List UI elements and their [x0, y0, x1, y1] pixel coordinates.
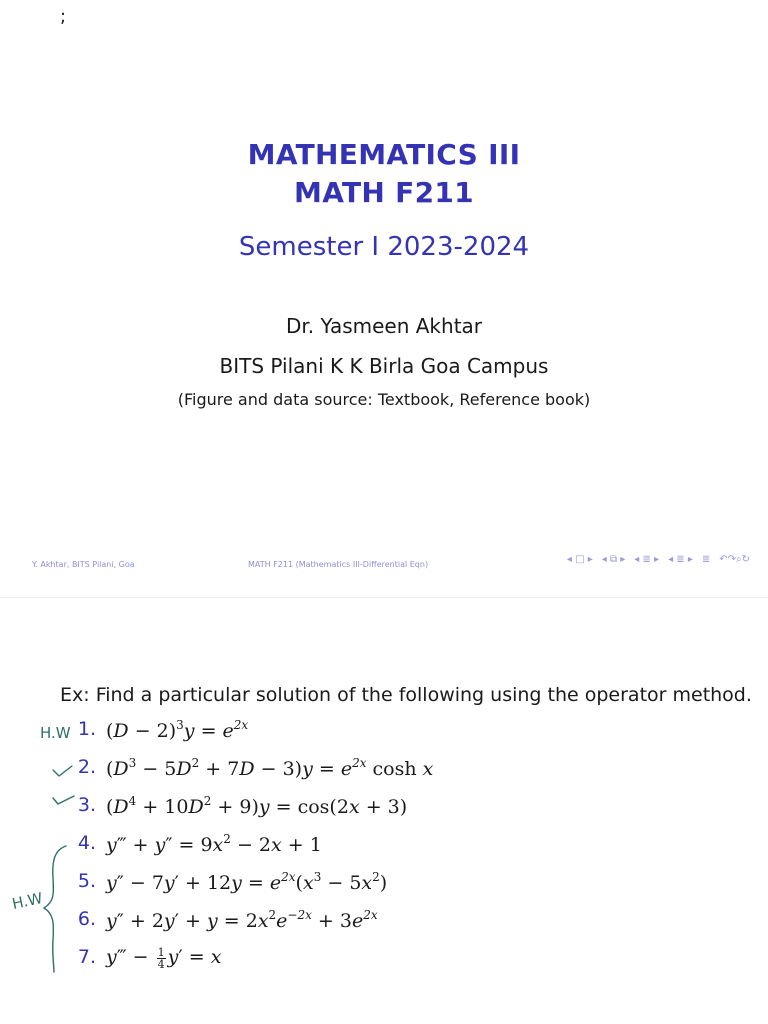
exercise-prompt: Ex: Find a particular solution of the following using the operator method.: [60, 684, 752, 706]
handwritten-hw-side-label: H.W: [10, 889, 45, 913]
item-number: 2.: [77, 756, 96, 778]
footer-course: MATH F211 (Mathematics III-Differential Eqn): [248, 560, 429, 569]
nav-subsection-icon[interactable]: ◂ ≣ ▸: [634, 554, 660, 565]
item-number: 1.: [77, 718, 96, 740]
equation: y‴ + $y'' = 9x^2 - 2x + 1$: [106, 832, 322, 856]
item-number: 4.: [77, 832, 96, 854]
curly-brace-icon: [40, 842, 70, 974]
handwritten-hw-label: H.W: [40, 724, 71, 742]
equation: $(D - 2)^3y = e^{2x}$: [106, 718, 249, 742]
nav-section-icon[interactable]: ◂ ≣ ▸: [668, 554, 693, 565]
equation: y‴ − $\frac{1}{4}$ y′ = x: [106, 945, 222, 971]
equation: $y'' + 2y' + y = 2x^2e^{-2x} + 3e^{2x}$: [106, 908, 378, 932]
course-title: MATHEMATICS III: [247, 138, 521, 171]
source-note: (Figure and data source: Textbook, Reference book): [177, 390, 591, 409]
equation: $(D^4 + 10D^2 + 9)y = \cos(2x + 3)$: [106, 794, 408, 818]
item-number: 6.: [77, 908, 96, 930]
equation: $(D^3 - 5D^2 + 7D - 3)y = e^{2x}$ cosh x: [106, 756, 434, 780]
author-name: Dr. Yasmeen Akhtar: [285, 314, 483, 338]
checkmark-icon: [50, 792, 80, 822]
footer-author: Y. Akhtar, BITS Pilani, Goa: [32, 560, 135, 569]
beamer-navigation-bar: [567, 554, 750, 565]
item-number: 7.: [77, 946, 96, 968]
item-number: 5.: [77, 870, 96, 892]
equation: $y'' - 7y' + 12y = e^{2x}(x^3 - 5x^2)$: [106, 870, 388, 894]
course-code: MATH F211: [294, 176, 474, 209]
nav-search-icon[interactable]: ↶↷⌕↻: [719, 554, 750, 565]
nav-toc-icon[interactable]: ≣: [701, 554, 711, 565]
semester-label: Semester I 2023-2024: [238, 232, 530, 262]
nav-frame-prev-icon[interactable]: ◂ □ ▸: [566, 554, 593, 565]
stray-semicolon: ;: [60, 6, 67, 27]
item-number: 3.: [77, 794, 96, 816]
institution-name: BITS Pilani K K Birla Goa Campus: [219, 354, 549, 378]
nav-frame-icon[interactable]: ◂ ⧉ ▸: [601, 554, 626, 565]
slide-divider: [0, 597, 768, 598]
